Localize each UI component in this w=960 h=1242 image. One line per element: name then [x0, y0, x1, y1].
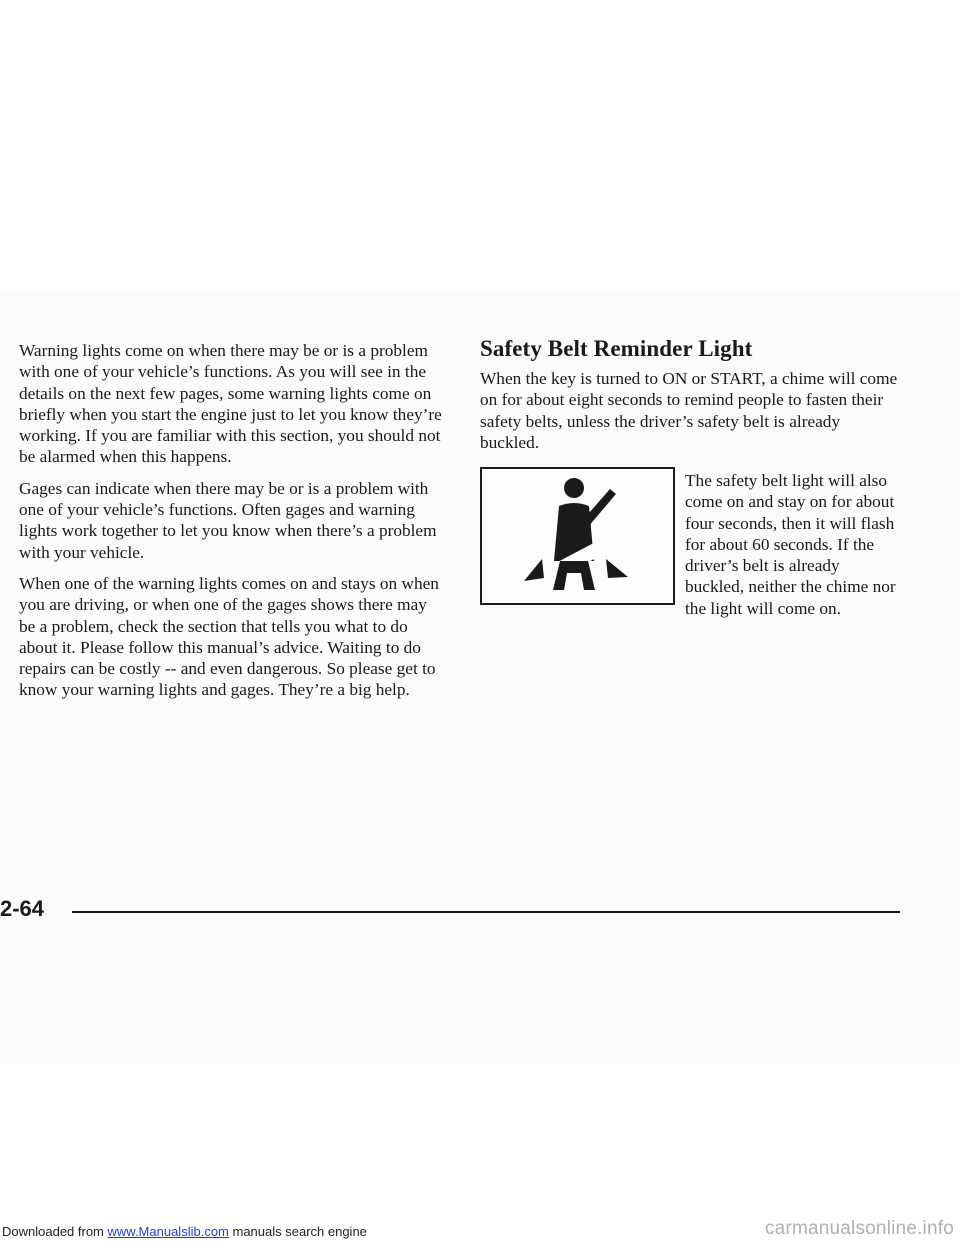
paragraph-advice: When one of the warning lights comes on and stays on when you are driving, or when one of the gages shows there may be a problem, check the section that tells you what to do about it. Please follow this manual’s advice. Waiting to do repairs can be costly -- and even dangerous. So please get to know your warning lights and gages. They’re a big help. — [19, 573, 439, 700]
page-number: 2-64 — [0, 896, 45, 921]
watermark: carmanualsonline.info — [764, 1218, 954, 1239]
right-column — [480, 336, 900, 453]
safety-belt-figure — [480, 467, 675, 605]
download-banner — [2, 1224, 367, 1239]
paragraph-warning-lights: Warning lights come on when there may be or is a problem with one of your vehicle’s functions. As you will see in the details on the next few pages, some warning lights come on briefly when you start the engine just to let you know they’re working. If you are familiar with this section, you should not be alarmed when this happens. — [19, 341, 442, 467]
intro-paragraph: When the key is turned to ON or START, a chime will come on for about eight seconds to remind people to fasten their safety belts, unless the driver’s safety belt is already buckled. — [480, 369, 898, 452]
paragraph-gages: Gages can indicate when there may be or is a problem with one of your vehicle’s functions. Often gages and warning lights work together to let you know when there’s a problem with your vehicle. — [19, 478, 437, 562]
section-heading: Safety Belt Reminder Light — [480, 336, 753, 361]
footer-rule — [72, 911, 900, 913]
safety-belt-icon — [482, 469, 673, 603]
side-paragraph: The safety belt light will also come on and stay on for about four seconds, then it will flash for about 60 seconds. If the driver’s belt is already buckled, neither the chime nor the light will come on. — [685, 471, 896, 618]
banner-prefix: Downloaded from — [2, 1224, 108, 1239]
manualslib-link[interactable]: www.Manualslib.com — [107, 1224, 229, 1239]
banner-suffix: manuals search engine — [228, 1224, 367, 1239]
left-column — [19, 340, 444, 711]
